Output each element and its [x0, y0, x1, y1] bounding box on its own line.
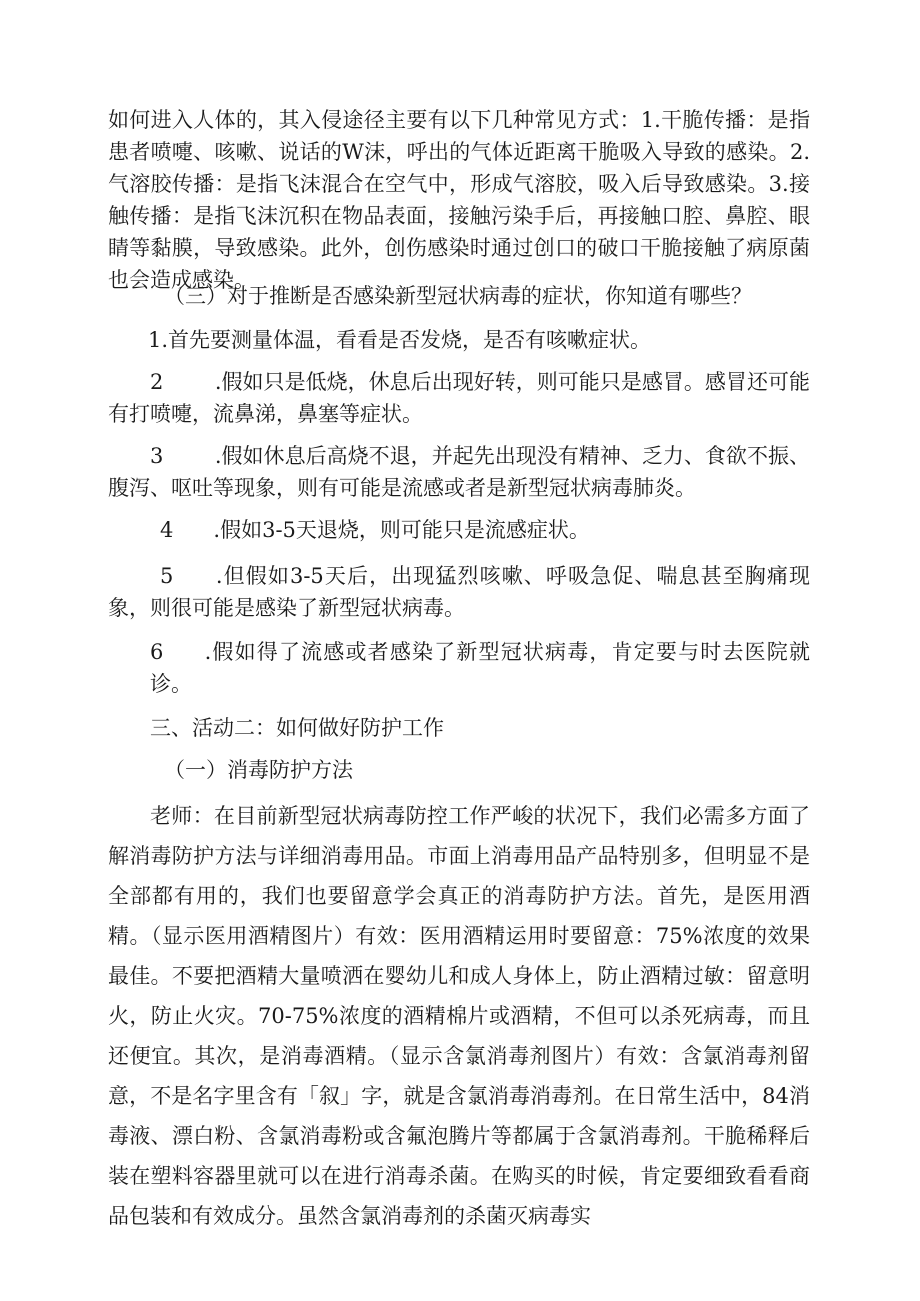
symptom-item-2: 2 .假如只是低烧，休息后出现好转，则可能只是感冒。感冒还可能有打喷嚏，流鼻涕，鼻塞等症状。 [108, 370, 810, 426]
symptom-item-6: 6 .假如得了流感或者感染了新型冠状病毒，肯定要与时去医院就诊。 [150, 640, 810, 696]
question-three: （三）对于推断是否感染新型冠状病毒的症状，你知道有哪些？ [164, 284, 752, 308]
symptom-item-1: 1.首先要测量体温，看看是否发烧，是否有咳嗽症状。 [148, 328, 652, 352]
subsection-one-heading: （一）消毒防护方法 [164, 758, 353, 782]
section-three-heading: 三、活动二：如何做好防护工作 [150, 716, 444, 740]
symptom-item-5: 5 .但假如3-5天后，出现猛烈咳嗽、呼吸急促、喘息甚至胸痛现象，则很可能是感染了新型冠状病毒。 [108, 564, 810, 620]
teacher-paragraph: 老师：在目前新型冠状病毒防控工作严峻的状况下，我们必需多方面了解消毒防护方法与详细消毒用品。市面上消毒用品产品特别多，但明显不是全部都有用的，我们也要留意学会真正的消毒防护方法。首先，是医用酒精。（显示医用酒精图片）有效：医用酒精运用时要留意：75%浓度的效果最佳。不要把酒精大量喷洒在婴幼儿和成人身体上，防止酒精过敏：留意明火，防止火灾。70-75%浓度的酒精棉片或酒精，不但可以杀死病毒，而且还便宜。其次，是消毒酒精。（显示含氯消毒剂图片）有效：含氯消毒剂留意，不是名字里含有「叙」字，就是含氯消毒消毒剂。在日常生活中，84消毒液、漂白粉、含氯消毒粉或含氟泡腾片等都属于含氯消毒剂。干脆稀释后装在塑料容器里就可以在进行消毒杀菌。在购买的时候，肯定要细致看看商品包装和有效成分。虽然含氯消毒剂的杀菌灭病毒实 [108, 804, 810, 1228]
symptom-item-3: 3 .假如休息后高烧不退，并起先出现没有精神、乏力、食欲不振、腹泻、呕吐等现象，则有可能是流感或者是新型冠状病毒肺炎。 [108, 444, 810, 500]
symptom-item-4: 4 .假如3-5天退烧，则可能只是流感症状。 [160, 518, 590, 542]
document-page [108, 104, 810, 1236]
intro-paragraph: 如何进入人体的，其入侵途径主要有以下几种常见方式：1.干脆传播：是指患者喷嚏、咳嗽、说话的W沫，呼出的气体近距离干脆吸入导致的感染。2.气溶胶传播：是指飞沫混合在空气中，形成气溶胶，吸入后导致感染。3.接触传播：是指飞沫沉积在物品表面，接触污染手后，再接触口腔、鼻腔、眼睛等黏膜，导致感染。此外，创伤感染时通过创口的破口干脆接触了病原菌也会造成感染。 [108, 108, 810, 292]
